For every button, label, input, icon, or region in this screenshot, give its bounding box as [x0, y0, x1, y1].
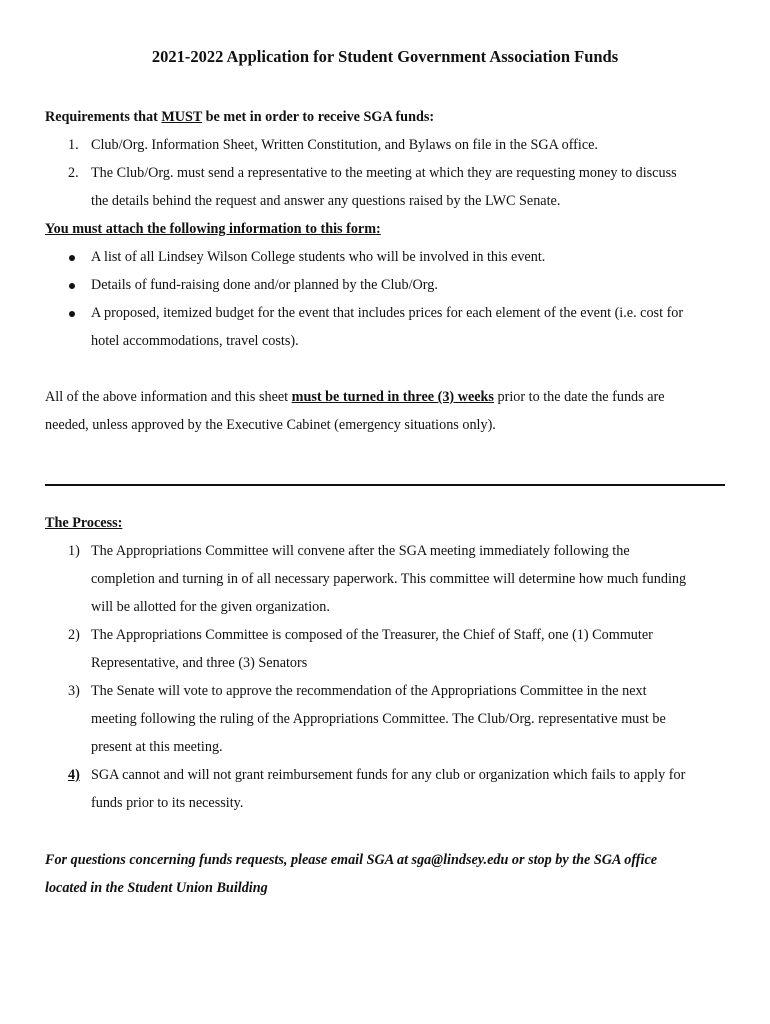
process-text: will be allotted for the given organization.	[91, 599, 330, 615]
deadline-line-2: needed, unless approved by the Executive Cabinet (emergency situations only).	[45, 417, 496, 433]
contact-line-1: For questions concerning funds requests, please email SGA at sga@lindsey.edu or stop by the SGA office	[45, 852, 658, 868]
requirement-number: 1.	[68, 137, 79, 153]
process-text: SGA cannot and will not grant reimbursement funds for any club or organization which fails to apply for	[91, 767, 686, 783]
deadline-post: prior to the date the funds are	[493, 389, 665, 405]
requirement-text: the details behind the request and answer any questions raised by the LWC Senate.	[91, 193, 561, 209]
requirement-text: The Club/Org. must send a representative to the meeting at which they are requesting money to discuss	[91, 165, 677, 181]
requirements-heading-post: be met in order to receive SGA funds:	[202, 109, 435, 125]
process-text: completion and turning in of all necessary paperwork. This committee will determine how much funding	[91, 571, 687, 587]
deadline-emphasis: must be turned in three (3) weeks	[291, 389, 494, 405]
process-text: The Senate will vote to approve the recommendation of the Appropriations Committee in the next	[91, 683, 647, 699]
process-text: funds prior to its necessity.	[91, 795, 244, 811]
process-text: present at this meeting.	[91, 739, 223, 755]
process-number: 1)	[68, 543, 80, 559]
process-number: 4)	[68, 767, 80, 783]
process-text: meeting following the ruling of the Appropriations Committee. The Club/Org. representative must be	[91, 711, 666, 727]
bullet-icon	[69, 311, 75, 317]
requirement-number: 2.	[68, 165, 79, 181]
attach-item-text: A list of all Lindsey Wilson College students who will be involved in this event.	[91, 249, 546, 265]
process-number: 2)	[68, 627, 80, 643]
process-number: 3)	[68, 683, 80, 699]
requirement-text: Club/Org. Information Sheet, Written Constitution, and Bylaws on file in the SGA office.	[91, 137, 598, 153]
contact-line-2: located in the Student Union Building	[45, 880, 268, 896]
requirements-heading-pre: Requirements that	[45, 109, 162, 125]
bullet-icon	[69, 283, 75, 289]
attach-item-text: Details of fund-raising done and/or planned by the Club/Org.	[91, 277, 438, 293]
requirements-heading-must: MUST	[161, 109, 203, 125]
attach-item-text: hotel accommodations, travel costs).	[91, 333, 299, 349]
process-text: The Appropriations Committee will convene after the SGA meeting immediately following the	[91, 543, 630, 559]
bullet-icon	[69, 255, 75, 261]
document-title: 2021-2022 Application for Student Government Association Funds	[151, 47, 619, 66]
deadline-paragraph	[45, 388, 665, 406]
process-heading: The Process:	[45, 515, 123, 531]
attach-item-text: A proposed, itemized budget for the event that includes prices for each element of the event (i.e. cost for	[91, 305, 684, 321]
section-divider	[45, 484, 725, 486]
process-text: Representative, and three (3) Senators	[91, 655, 308, 671]
deadline-pre: All of the above information and this sheet	[45, 389, 292, 405]
process-text: The Appropriations Committee is composed of the Treasurer, the Chief of Staff, one (1) Commuter	[91, 627, 653, 643]
requirements-heading	[45, 108, 434, 126]
attach-heading: You must attach the following information to this form:	[45, 221, 381, 237]
